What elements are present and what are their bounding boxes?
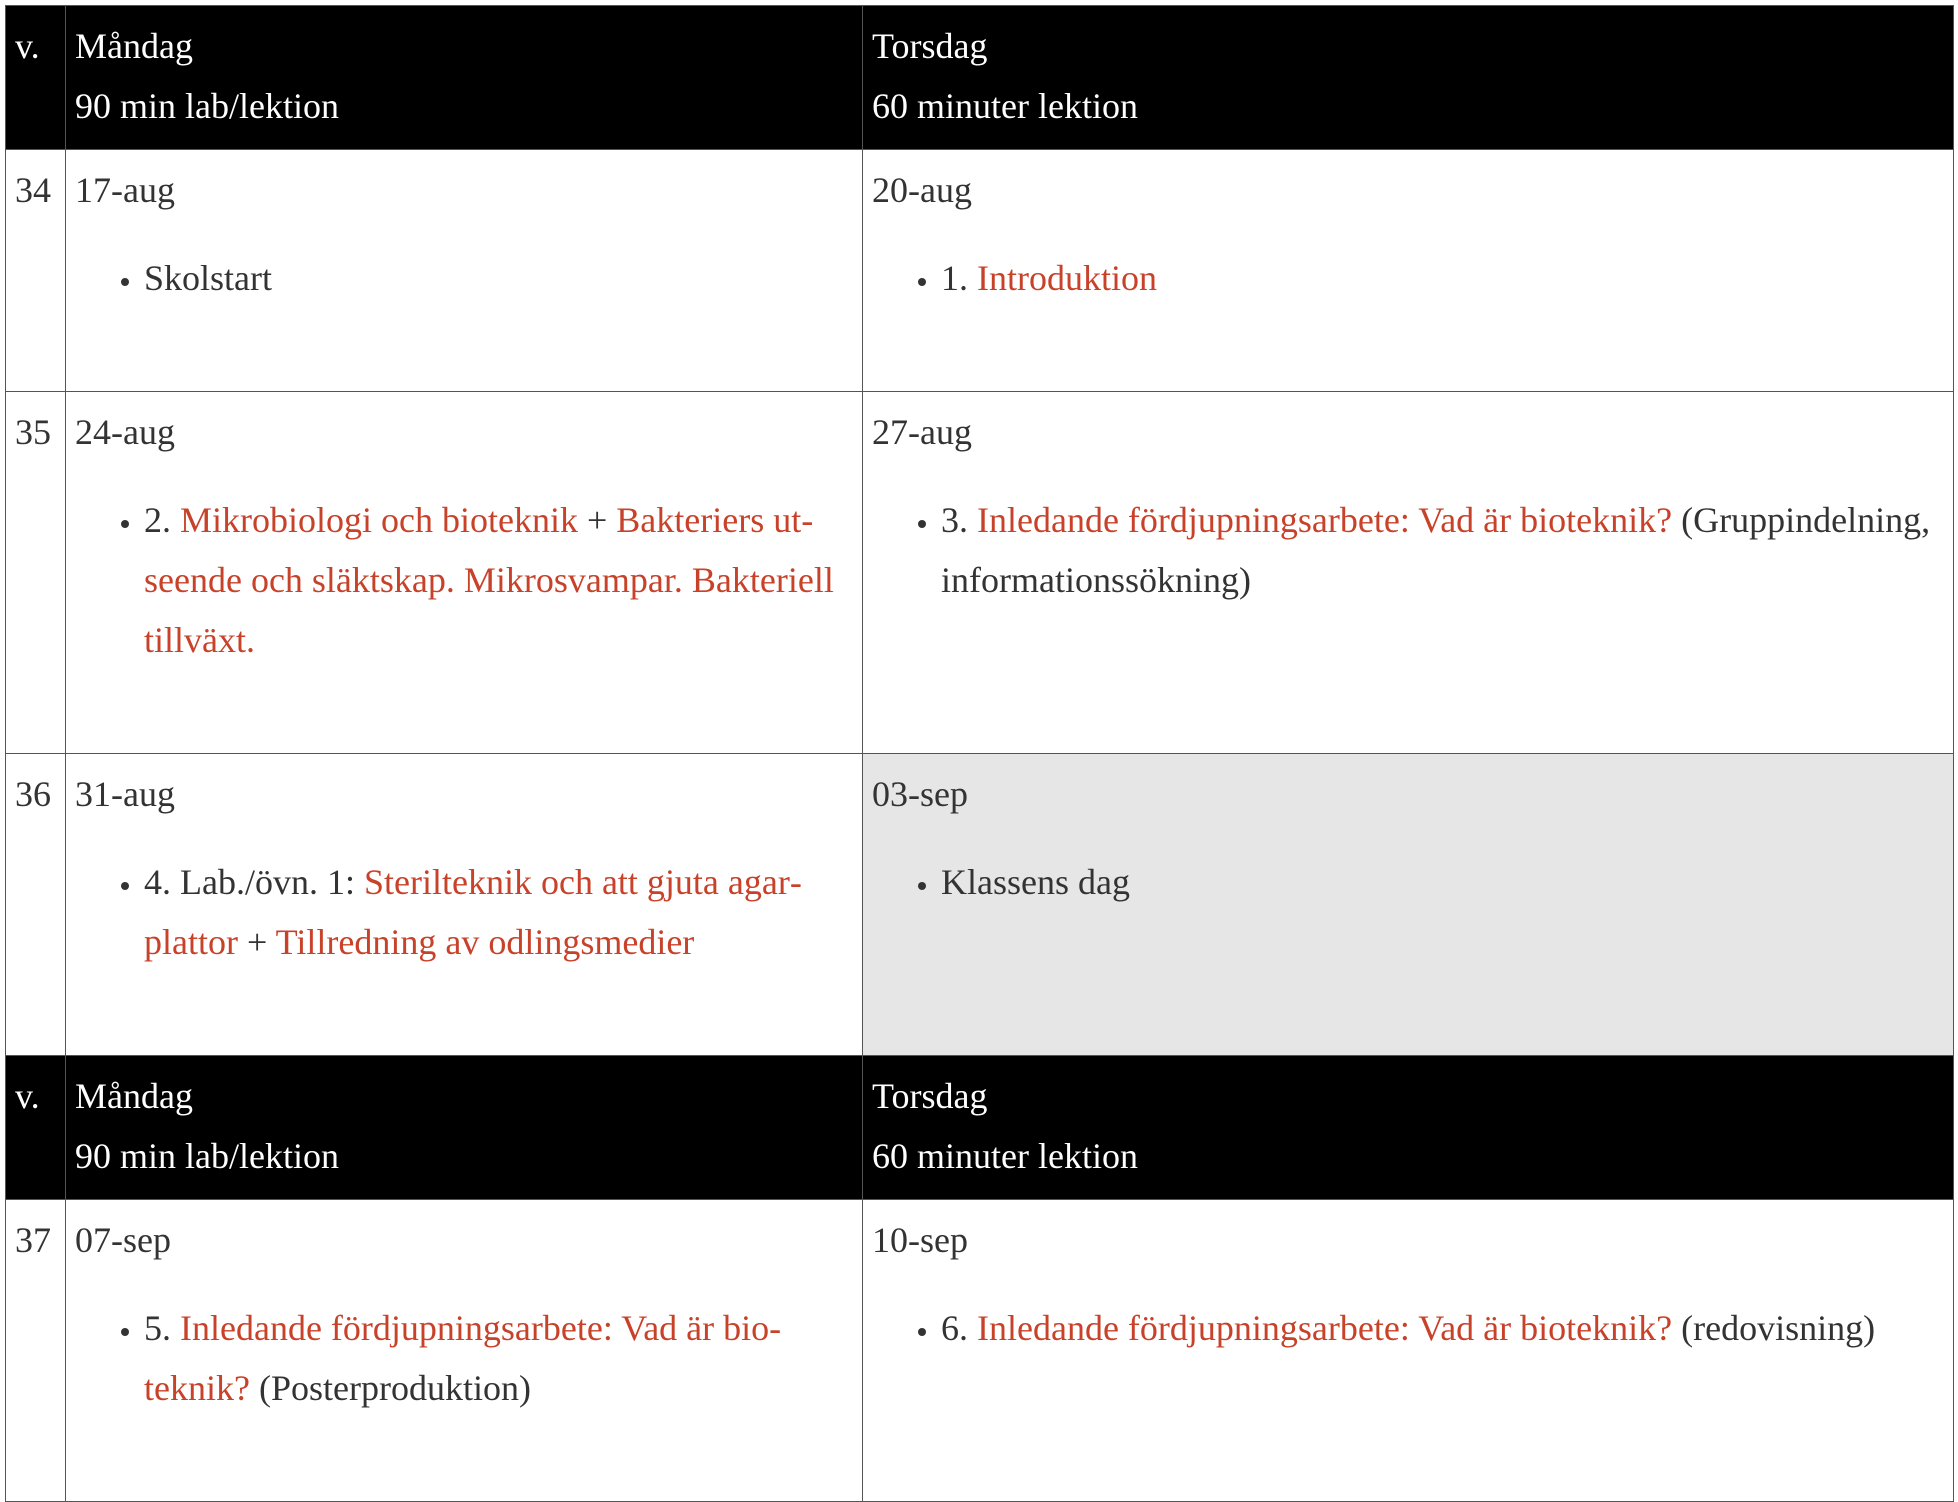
lesson-link[interactable]: Mikrobiologi och bioteknik [180,500,578,540]
header-thursday-title: Torsdag [872,1076,988,1116]
header-monday-cell [66,6,863,150]
monday-cell [66,392,863,754]
lesson-number: 6. [941,1308,977,1348]
header-row [6,1056,1954,1200]
week-number: 37 [6,1200,66,1502]
thursday-date: 10-sep [872,1220,968,1260]
lesson-note: (Posterproduktion) [249,1368,531,1408]
lesson-list [75,490,853,670]
header-thursday-subtitle: 60 minuter lektion [872,86,1138,126]
lesson-item [144,248,853,308]
header-week-label: v. [15,26,40,66]
thursday-cell [863,150,1954,392]
lesson-list [872,490,1944,610]
week-row [6,392,1954,754]
thursday-date: 03-sep [872,774,968,814]
monday-cell [66,1200,863,1502]
monday-date: 17-aug [75,170,175,210]
week-number: 36 [6,754,66,1056]
thursday-cell [863,392,1954,754]
monday-date: 07-sep [75,1220,171,1260]
header-monday-title: Måndag [75,1076,193,1116]
header-monday-cell [66,1056,863,1200]
lesson-number: 4. Lab./övn. 1: [144,862,364,902]
lesson-item [144,1298,853,1418]
header-week-label: v. [15,1076,40,1116]
week-number: 35 [6,392,66,754]
lesson-item [144,490,853,670]
lesson-joiner: + [237,922,276,962]
lesson-list [872,1298,1944,1358]
lesson-list [75,248,853,308]
lesson-number: 1. [941,258,977,298]
header-thursday-cell [863,1056,1954,1200]
lesson-joiner: + [577,500,617,540]
monday-cell [66,754,863,1056]
lesson-link[interactable]: Inledande fördjupningsarbete: Vad är bioteknik? [144,1308,782,1408]
header-monday-subtitle: 90 min lab/lektion [75,86,339,126]
thursday-cell [863,1200,1954,1502]
lesson-link[interactable]: Introduktion [977,258,1157,298]
thursday-date: 27-aug [872,412,972,452]
lesson-note: (Gruppindelning, informationssökning) [941,500,1931,600]
header-thursday-title: Torsdag [872,26,988,66]
monday-cell [66,150,863,392]
monday-date: 24-aug [75,412,175,452]
lesson-text: Klassens dag [941,862,1130,902]
lesson-item [941,248,1944,308]
header-monday-subtitle: 90 min lab/lektion [75,1136,339,1176]
monday-date: 31-aug [75,774,175,814]
header-week-cell [6,6,66,150]
week-row [6,754,1954,1056]
header-week-cell [6,1056,66,1200]
lesson-item [941,1298,1944,1358]
schedule-table [5,5,1954,1502]
thursday-date: 20-aug [872,170,972,210]
lesson-link[interactable]: Tillredning av odlingsmedier [275,922,695,962]
header-thursday-cell [863,6,1954,150]
lesson-link[interactable]: Sterilteknik och att gjuta agarplattor [144,862,802,962]
lesson-text: Skolstart [144,258,273,298]
header-thursday-subtitle: 60 minuter lektion [872,1136,1138,1176]
header-monday-title: Måndag [75,26,193,66]
lesson-link[interactable]: Inledande fördjupningsarbete: Vad är bioteknik? [977,500,1673,540]
lesson-link[interactable]: Bakteriers utseende och släktskap. Mikrosvampar. Bakteriell tillväxt. [144,500,834,660]
lesson-list [872,248,1944,308]
lesson-list [75,1298,853,1418]
lesson-item [941,490,1944,610]
lesson-note: (redovisning) [1672,1308,1876,1348]
week-row [6,150,1954,392]
lesson-list [872,852,1944,912]
lesson-item [941,852,1944,912]
lesson-link[interactable]: Inledande fördjupningsarbete: Vad är bioteknik? [977,1308,1673,1348]
thursday-cell [863,754,1954,1056]
lesson-number: 3. [941,500,977,540]
header-row [6,6,1954,150]
lesson-list [75,852,853,972]
lesson-item [144,852,853,972]
lesson-number: 2. [144,500,180,540]
week-number: 34 [6,150,66,392]
week-row [6,1200,1954,1502]
lesson-number: 5. [144,1308,180,1348]
